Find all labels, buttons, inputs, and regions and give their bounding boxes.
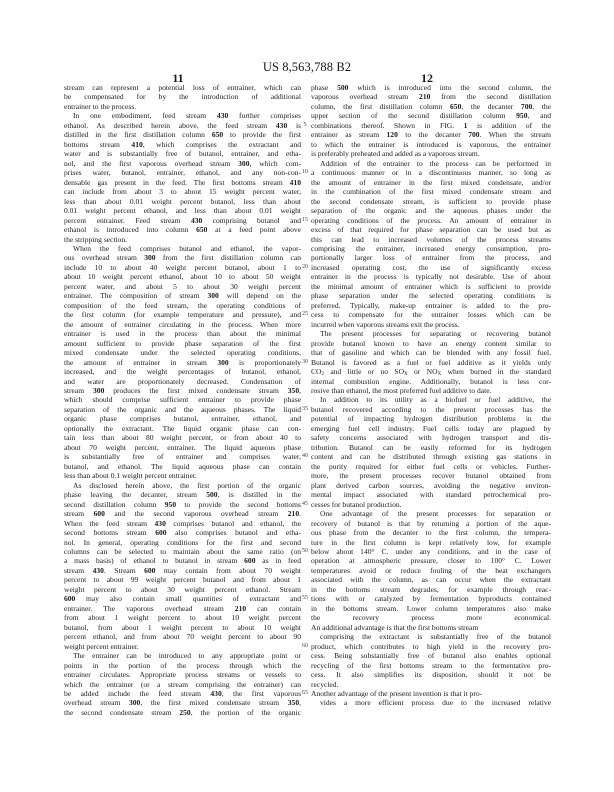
text-line: ous phase from the decanter to the first column, the tempera- <box>311 528 551 538</box>
text-line: safety concerns associated with hydrogen transport and dis- <box>311 433 551 443</box>
text-line: that of gasoline and which can be blended with any fossil fuel. <box>311 348 551 358</box>
text-line: recycling of the first bottoms stream to the fermentative pro- <box>311 660 551 670</box>
text-line: butanol, and ethanol. The liquid aqueous phase can contain <box>64 461 301 471</box>
text-line: the first column (for example temperature and pressure), and <box>64 310 301 320</box>
text-line: is substantially free of entrainer and comprises water, <box>64 452 301 462</box>
line-number: 60 <box>302 642 308 649</box>
text-line: stream 600 and the second vaporous overhead stream 210. <box>64 509 301 519</box>
text-line: In addition to its utility as a biofuel or fuel additive, the <box>320 395 551 405</box>
line-number: 10 <box>302 169 308 176</box>
text-line: second distillation column 950 to provide the second bottoms <box>64 499 301 509</box>
text-line: the purity required for either fuel cells or vehicles. Further- <box>311 461 551 471</box>
text-line: densable gas present in the feed. The first bottoms stream 410 <box>64 177 301 187</box>
text-line: which the entrainer (or a stream comprising the entrainer) can <box>64 679 301 689</box>
text-line: excess of that required for phase separation can be used but as <box>311 225 551 235</box>
text-line: Butanol is favored as a fuel or fuel additive as it yields only <box>311 357 551 367</box>
line-number: 35 <box>302 405 308 412</box>
text-line: potential of impacting hydrogen distribution problems in the <box>311 414 551 424</box>
text-line: second bottoms stream 600 also comprises butanol and etha- <box>64 528 301 538</box>
text-line: phase separation under the selected operating conditions is <box>311 291 551 301</box>
text-line: increased, and the weight percentages of butanol, ethanol, <box>64 367 301 377</box>
text-line: preferred. Typically, make-up entrainer is added to the pro- <box>311 300 551 310</box>
line-number: 55 <box>302 595 308 602</box>
text-line: incurred when vaporous streams exit the process. <box>311 319 460 329</box>
text-line: weight percent entrainer. <box>64 641 139 651</box>
text-line: When the feed comprises butanol and ethanol, the vapor- <box>73 243 301 253</box>
text-line: portionally larger loss of entrainer from the process, and <box>311 253 551 263</box>
line-number: 5 <box>303 121 307 128</box>
text-line: nol, and the first vaporous overhead stream 300, which com- <box>64 158 301 168</box>
text-line: percent ethanol, and from about 70 weight percent to about 90 <box>64 632 301 642</box>
text-line: temperatures avoid or reduce fouling of the heat exchangers <box>311 565 551 575</box>
text-line: internal combustion engine. Additionally, butanol is less cor- <box>311 376 551 386</box>
text-line: cess to compensate for the entrainer losses which can be <box>311 310 551 320</box>
text-line: bottoms stream 410, which comprises the extractant and <box>64 139 301 149</box>
text-line: below about 140° C. under any conditions, and in the case of <box>311 546 551 556</box>
text-line: about 10 weight percent ethanol, about 10 to about 50 weight <box>64 272 301 282</box>
text-line: and water are proportionately decreased. Condensation of <box>64 376 301 386</box>
text-line: 600 may also contain small quantities of extractant and <box>64 594 301 604</box>
text-line: One advantage of the present processes for separation or <box>320 509 551 519</box>
text-line: 0.01 weight percent ethanol, and less than about 0.01 weight <box>64 206 301 216</box>
text-line: less than about 0.1 weight percent entrainer. <box>64 471 197 481</box>
text-line: ethanol is introduced into column 650 at a feed point above <box>64 225 301 235</box>
text-line: cesses for butanol production. <box>311 499 402 509</box>
text-line: comprising the entrainer, increased energy consumption, pro- <box>311 243 551 253</box>
text-line: composition of the feed stream, the operating conditions of <box>64 300 301 310</box>
text-line: stream can represent a potential loss of entrainer, which can <box>64 83 301 92</box>
line-number: 65 <box>302 690 308 697</box>
text-line: less than about 0.01 weight percent butanol, less than about <box>64 196 301 206</box>
text-line: entrainer in the process is typically not desirable. Use of about <box>311 272 551 282</box>
patent-number: US 8,563,788 B2 <box>262 60 352 74</box>
text-line: cess. Being substantially free of butanol also enables optional <box>311 651 551 661</box>
text-line: Another advantage of the present invention is that it pro- <box>311 689 483 698</box>
text-line: stream 430. Stream 600 may contain from about 70 weight <box>64 565 301 575</box>
left-text-column <box>64 83 301 717</box>
text-line: cess. It also simplifies its disposition, should it not be <box>311 670 551 680</box>
text-line: entrainer as stream 120 to the decanter 700. When the stream <box>311 130 551 140</box>
text-line: be compensated for by the introduction of additional <box>64 92 301 102</box>
text-line: phase leaving the decanter, stream 500, is distilled in the <box>64 490 302 500</box>
text-line: about 70 weight percent, entrainer. The liquid aqueous phase <box>64 442 301 452</box>
text-line: comprising the extractant is substantially free of the butanol <box>320 632 551 642</box>
text-line: optionally the extractant. The liquid organic phase can con- <box>64 423 301 433</box>
text-line: phase 500 which is introduced into the second column, the <box>311 83 551 92</box>
text-line: ous overhead stream 300 from the first distillation column can <box>64 253 301 263</box>
text-line: The present processes for separating or recovering butanol <box>320 329 551 339</box>
text-line: organic phase comprises butanol, entrainer, ethanol, and <box>64 414 301 424</box>
line-number: 45 <box>302 500 308 507</box>
text-line: provide butanol known to have an energy content similar to <box>311 338 551 348</box>
text-line: rosive than ethanol, the most preferred fuel additive to date. <box>311 386 492 395</box>
text-line: stream 300 produces the first mixed condensate stream 350, <box>64 386 301 395</box>
text-line: butanol recovered according to the present processes has the <box>311 404 551 414</box>
column-number-left: 11 <box>172 71 184 85</box>
text-line: column, the first distillation column 650, the decanter 700, the <box>311 101 551 111</box>
text-line: associated with the column, as can occur when the extractant <box>311 575 551 585</box>
text-line: entrainer. The vaporous overhead stream 210 can contain <box>64 603 301 613</box>
text-line: the second condensate stream 250, the portion of the organic <box>64 707 302 717</box>
text-line: more, the present processes recover butanol obtained from <box>311 471 551 481</box>
line-number: 20 <box>302 263 308 270</box>
text-line: is preferably preheated and added as a vaporous stream. <box>311 149 480 159</box>
text-line: water and is substantially free of butanol, entrainer, and etha- <box>64 149 301 159</box>
text-line: columns can be selected to maintain about the same ratio (on <box>64 546 301 556</box>
text-line: weight percent to about 30 weight percent ethanol. Stream <box>64 584 301 594</box>
text-line: butanol, from about 1 weight percent to about 10 weight <box>64 622 301 632</box>
line-number: 40 <box>302 453 308 460</box>
text-line: percent water, and about 5 to about 30 weight percent <box>64 281 301 291</box>
text-line: nol. In general, operating conditions for the first and second <box>64 537 301 547</box>
text-line: The entrainer can be introduced to any appropriate point or <box>73 651 301 661</box>
text-line: the amount of entrainer circulating in the process. When more <box>64 319 301 329</box>
text-line: ethanol. As described herein above, the feed stream 430 is <box>64 120 301 130</box>
text-line: emerging fuel cell industry. Fuel cells today are plagued by <box>311 423 551 433</box>
text-line: $CO_2$ and little or no $SO_X$ or $NO_X$ when burned in the standard <box>311 367 551 378</box>
text-line: in the bottoms stream degrades, for example through reac- <box>311 584 551 594</box>
text-line: from about 1 weight percent to about 10 weight percent <box>64 613 301 623</box>
text-line: the stripping section. <box>64 234 128 244</box>
right-text-column <box>311 83 551 708</box>
text-line: entrainer circulates. Appropriate process streams or vessels to <box>64 670 301 680</box>
text-line: An additional advantage is that the first bottoms stream <box>311 622 479 632</box>
text-line: ture in the first column is kept relatively low, for example <box>311 537 551 547</box>
text-line: Addition of the entrainer to the process can be performed in <box>320 158 551 168</box>
text-line: include 10 to about 40 weight percent butanol, about 1 to <box>64 262 301 272</box>
line-number: 30 <box>302 358 308 365</box>
text-line: which should comprise sufficient entrainer to provide phase <box>64 395 301 405</box>
text-line: recovery of butanol is that by returning a portion of the aque- <box>311 518 551 528</box>
text-line: the minimal amount of entrainer which is sufficient to provide <box>311 281 551 291</box>
line-number: 25 <box>302 311 308 318</box>
text-line: separation of the organic and the aqueous phases. The liquid <box>64 404 301 414</box>
text-line: to which the entrainer is introduced is vaporous, the entrainer <box>311 139 551 149</box>
text-line: percent to about 99 weight percent butanol and from about 1 <box>64 575 301 585</box>
text-line: increased operating cost, the use of significantly excess <box>311 262 551 272</box>
text-line: be added include the feed stream 430, the first vaporous <box>64 689 302 698</box>
text-line: separation of the organic and the aqueous phases under the <box>311 206 551 216</box>
text-line: In one embodiment, feed stream 430 further comprises <box>73 111 301 121</box>
text-line: vides a more efficient process due to the increased relative <box>320 698 551 708</box>
text-line: in the bottoms stream. Lower column temperatures also make <box>311 603 551 613</box>
text-line: content and can be distributed through existing gas stations in <box>311 452 551 462</box>
text-line: plant derived carbon sources, avoiding the negative environ- <box>311 480 551 490</box>
text-line: the second condensate stream, is sufficient to provide phase <box>311 196 551 206</box>
text-line: mixed condensate under the selected operating conditions, <box>64 348 301 358</box>
text-line: operating conditions of the process. An amount of entrainer in <box>311 215 551 225</box>
text-line: entrainer. The composition of stream 300 will depend on the <box>64 291 301 301</box>
text-line: combinations thereof. Shown in FIG. 1 is addition of the <box>311 120 551 130</box>
text-line: points in the portion of the process through which the <box>64 660 301 670</box>
text-line: amount sufficient to provide phase separation of the first <box>64 338 301 348</box>
text-line: a mass basis) of ethanol to butanol in stream 600 as in feed <box>64 556 301 566</box>
text-line: the amount of entrainer in the first mixed condensate, and/or <box>311 177 551 187</box>
text-line: prises water, butanol, entrainer, ethanol, and any non-con- <box>64 168 301 178</box>
text-line: tions with or catalyzed by fermentation byproducts contained <box>311 594 551 604</box>
column-number-right: 12 <box>421 71 433 85</box>
text-line: mental impact associated with standard petrochemical pro- <box>311 490 551 500</box>
line-number: 50 <box>302 548 308 555</box>
text-line: tribution. Butanol can be easily reformed for its hydrogen <box>311 442 551 452</box>
text-line: overhead stream 300, the first mixed condensate stream 350, <box>64 698 301 708</box>
text-line: percent entrainer. Feed stream 430 comprising butanol and <box>64 215 301 225</box>
text-line: operation at atmospheric pressure, closer to 100° C. Lower <box>311 556 551 566</box>
text-line: recycled. <box>311 679 339 689</box>
text-line: can include from about 3 to about 15 weight percent water, <box>64 187 301 197</box>
text-line: vaporous overhead stream 210 from the second distillation <box>311 92 551 102</box>
text-line: entrainer is used in the process than about the minimal <box>64 329 301 339</box>
text-line: in the combination of the first mixed condensate stream and <box>311 187 551 197</box>
text-line: tain less than about 80 weight percent, or from about 40 to <box>64 433 301 443</box>
text-line: As disclosed herein above, the first portion of the organic <box>73 480 301 490</box>
text-line: distilled in the first distillation column 650 to provide the first <box>64 130 301 140</box>
text-line: this can lead to increased volumes of the process streams <box>311 234 551 244</box>
line-number: 15 <box>302 216 308 223</box>
text-line: the recovery process more economical. <box>311 613 551 623</box>
text-line: entrainer to the process. <box>64 101 137 111</box>
text-line: the amount of entrainer in stream 300 is proportionately <box>64 357 301 367</box>
text-line: upper section of the second distillation column 950, and <box>311 111 551 121</box>
text-line: product, which contributes to high yield in the recovery pro- <box>311 641 551 651</box>
text-line: When the feed stream 430 comprises butanol and ethanol, the <box>64 518 302 528</box>
text-line: a continuous manner or in a discontinuous manner, so long as <box>311 168 551 178</box>
